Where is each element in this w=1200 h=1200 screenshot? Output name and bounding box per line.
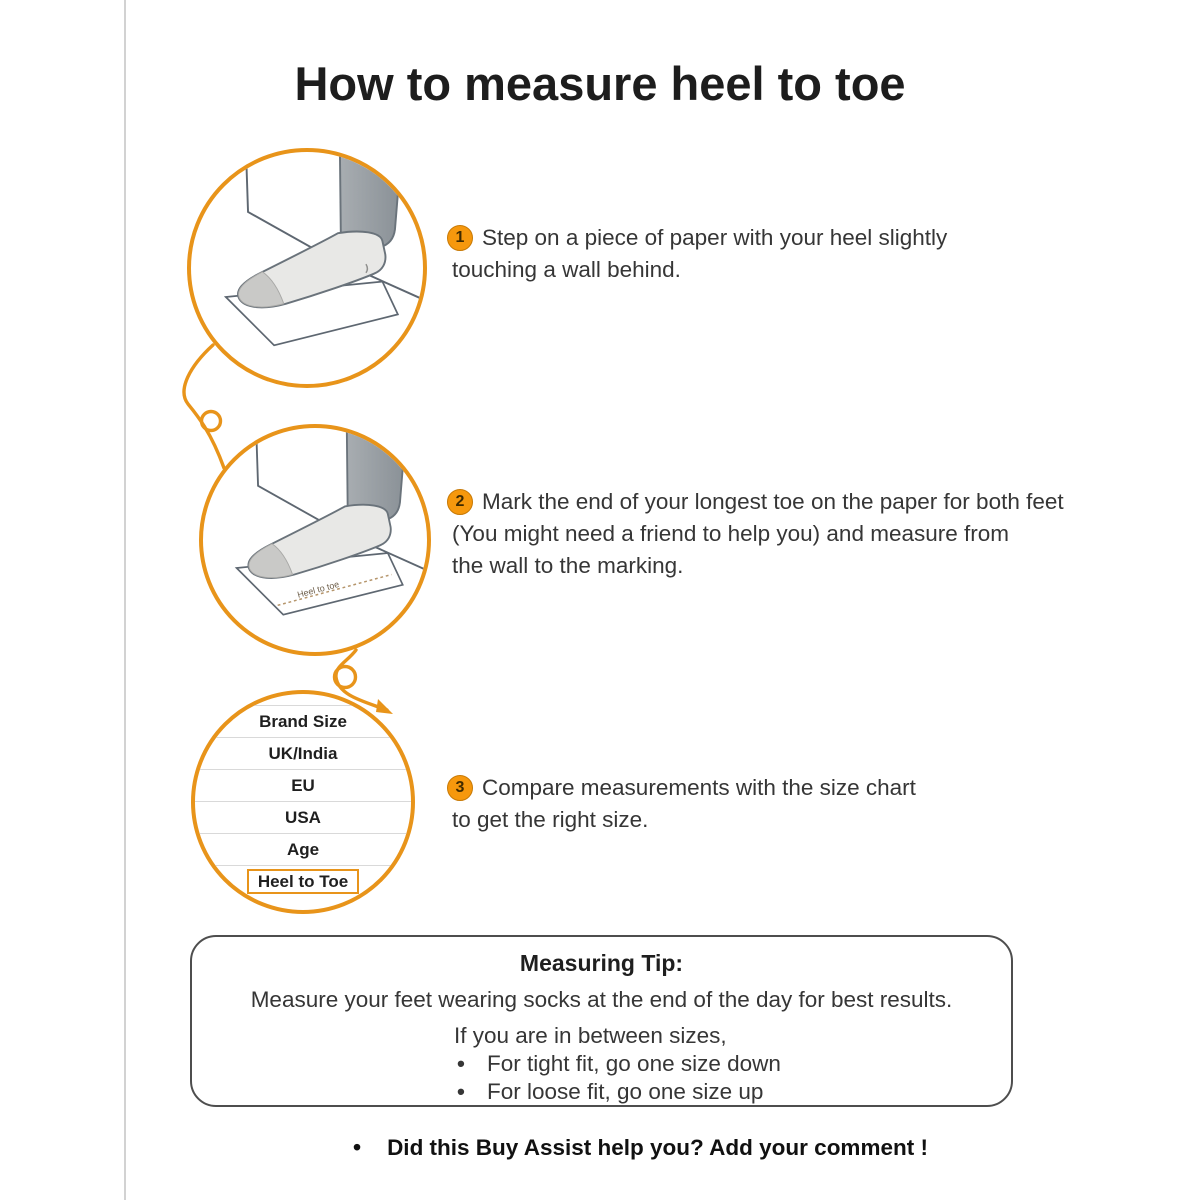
page-edge-divider: [124, 0, 126, 1200]
illustration-step2-circle: [199, 424, 431, 656]
step-2: [447, 486, 1097, 582]
size-chart-row-heel-to-toe: [195, 865, 411, 897]
heel-to-toe-label: Heel to toe: [296, 579, 341, 600]
foot-measure-illustration: [203, 428, 427, 652]
bullet-icon: [454, 1050, 487, 1078]
measuring-tip-bullet-2-text: For loose fit, go one size up: [487, 1079, 764, 1104]
step-1-text-line-2: touching a wall behind.: [452, 257, 681, 282]
heel-to-toe-highlight-box: Heel to Toe: [247, 869, 359, 894]
size-chart-row-brand-size: Brand Size: [195, 705, 411, 737]
size-chart: [195, 694, 411, 910]
step-3-text-line-1: Compare measurements with the size chart: [482, 775, 916, 800]
size-chart-row-uk-india: UK/India: [195, 737, 411, 769]
size-chart-circle: [191, 690, 415, 914]
footer-note-text: Did this Buy Assist help you? Add your comment !: [387, 1135, 928, 1160]
measuring-tip-bullet-2: [454, 1078, 1011, 1106]
step-3-badge: 3: [447, 775, 473, 801]
measuring-tip-bullet-1: [454, 1050, 1011, 1078]
connector-2-loop: [335, 667, 356, 688]
step-1: [447, 222, 1007, 286]
measuring-tip-title: Measuring Tip:: [519, 950, 684, 976]
step-3: [447, 772, 967, 836]
bullet-icon: •: [353, 1134, 362, 1160]
step-1-badge: 1: [447, 225, 473, 251]
footer-note: [353, 1134, 928, 1161]
bullet-icon: [454, 1078, 487, 1106]
step-2-text-line-3: the wall to the marking.: [452, 553, 684, 578]
size-chart-row-usa: USA: [195, 801, 411, 833]
step-1-text-line-1: Step on a piece of paper with your heel slightly: [482, 225, 948, 250]
measuring-tip-condition: If you are in between sizes,: [454, 1023, 727, 1048]
measuring-tip-box: [190, 935, 1013, 1107]
step-3-text-line-2: to get the right size.: [452, 807, 649, 832]
page-title: How to measure heel to toe: [294, 57, 906, 110]
step-2-text-line-2: (You might need a friend to help you) and measure from: [452, 521, 1009, 546]
size-chart-row-age: Age: [195, 833, 411, 865]
connector-1-line: [184, 345, 224, 468]
illustration-step1-circle: [187, 148, 427, 388]
measuring-tip-intro: Measure your feet wearing socks at the end of the day for best results.: [250, 987, 953, 1012]
step-2-badge: 2: [447, 489, 473, 515]
connector-1-loop: [202, 412, 221, 431]
step-2-text-line-1: Mark the end of your longest toe on the paper for both feet: [482, 489, 1064, 514]
size-chart-row-eu: EU: [195, 769, 411, 801]
foot-on-paper-illustration: [191, 152, 423, 384]
measuring-tip-bullet-1-text: For tight fit, go one size down: [487, 1051, 781, 1076]
